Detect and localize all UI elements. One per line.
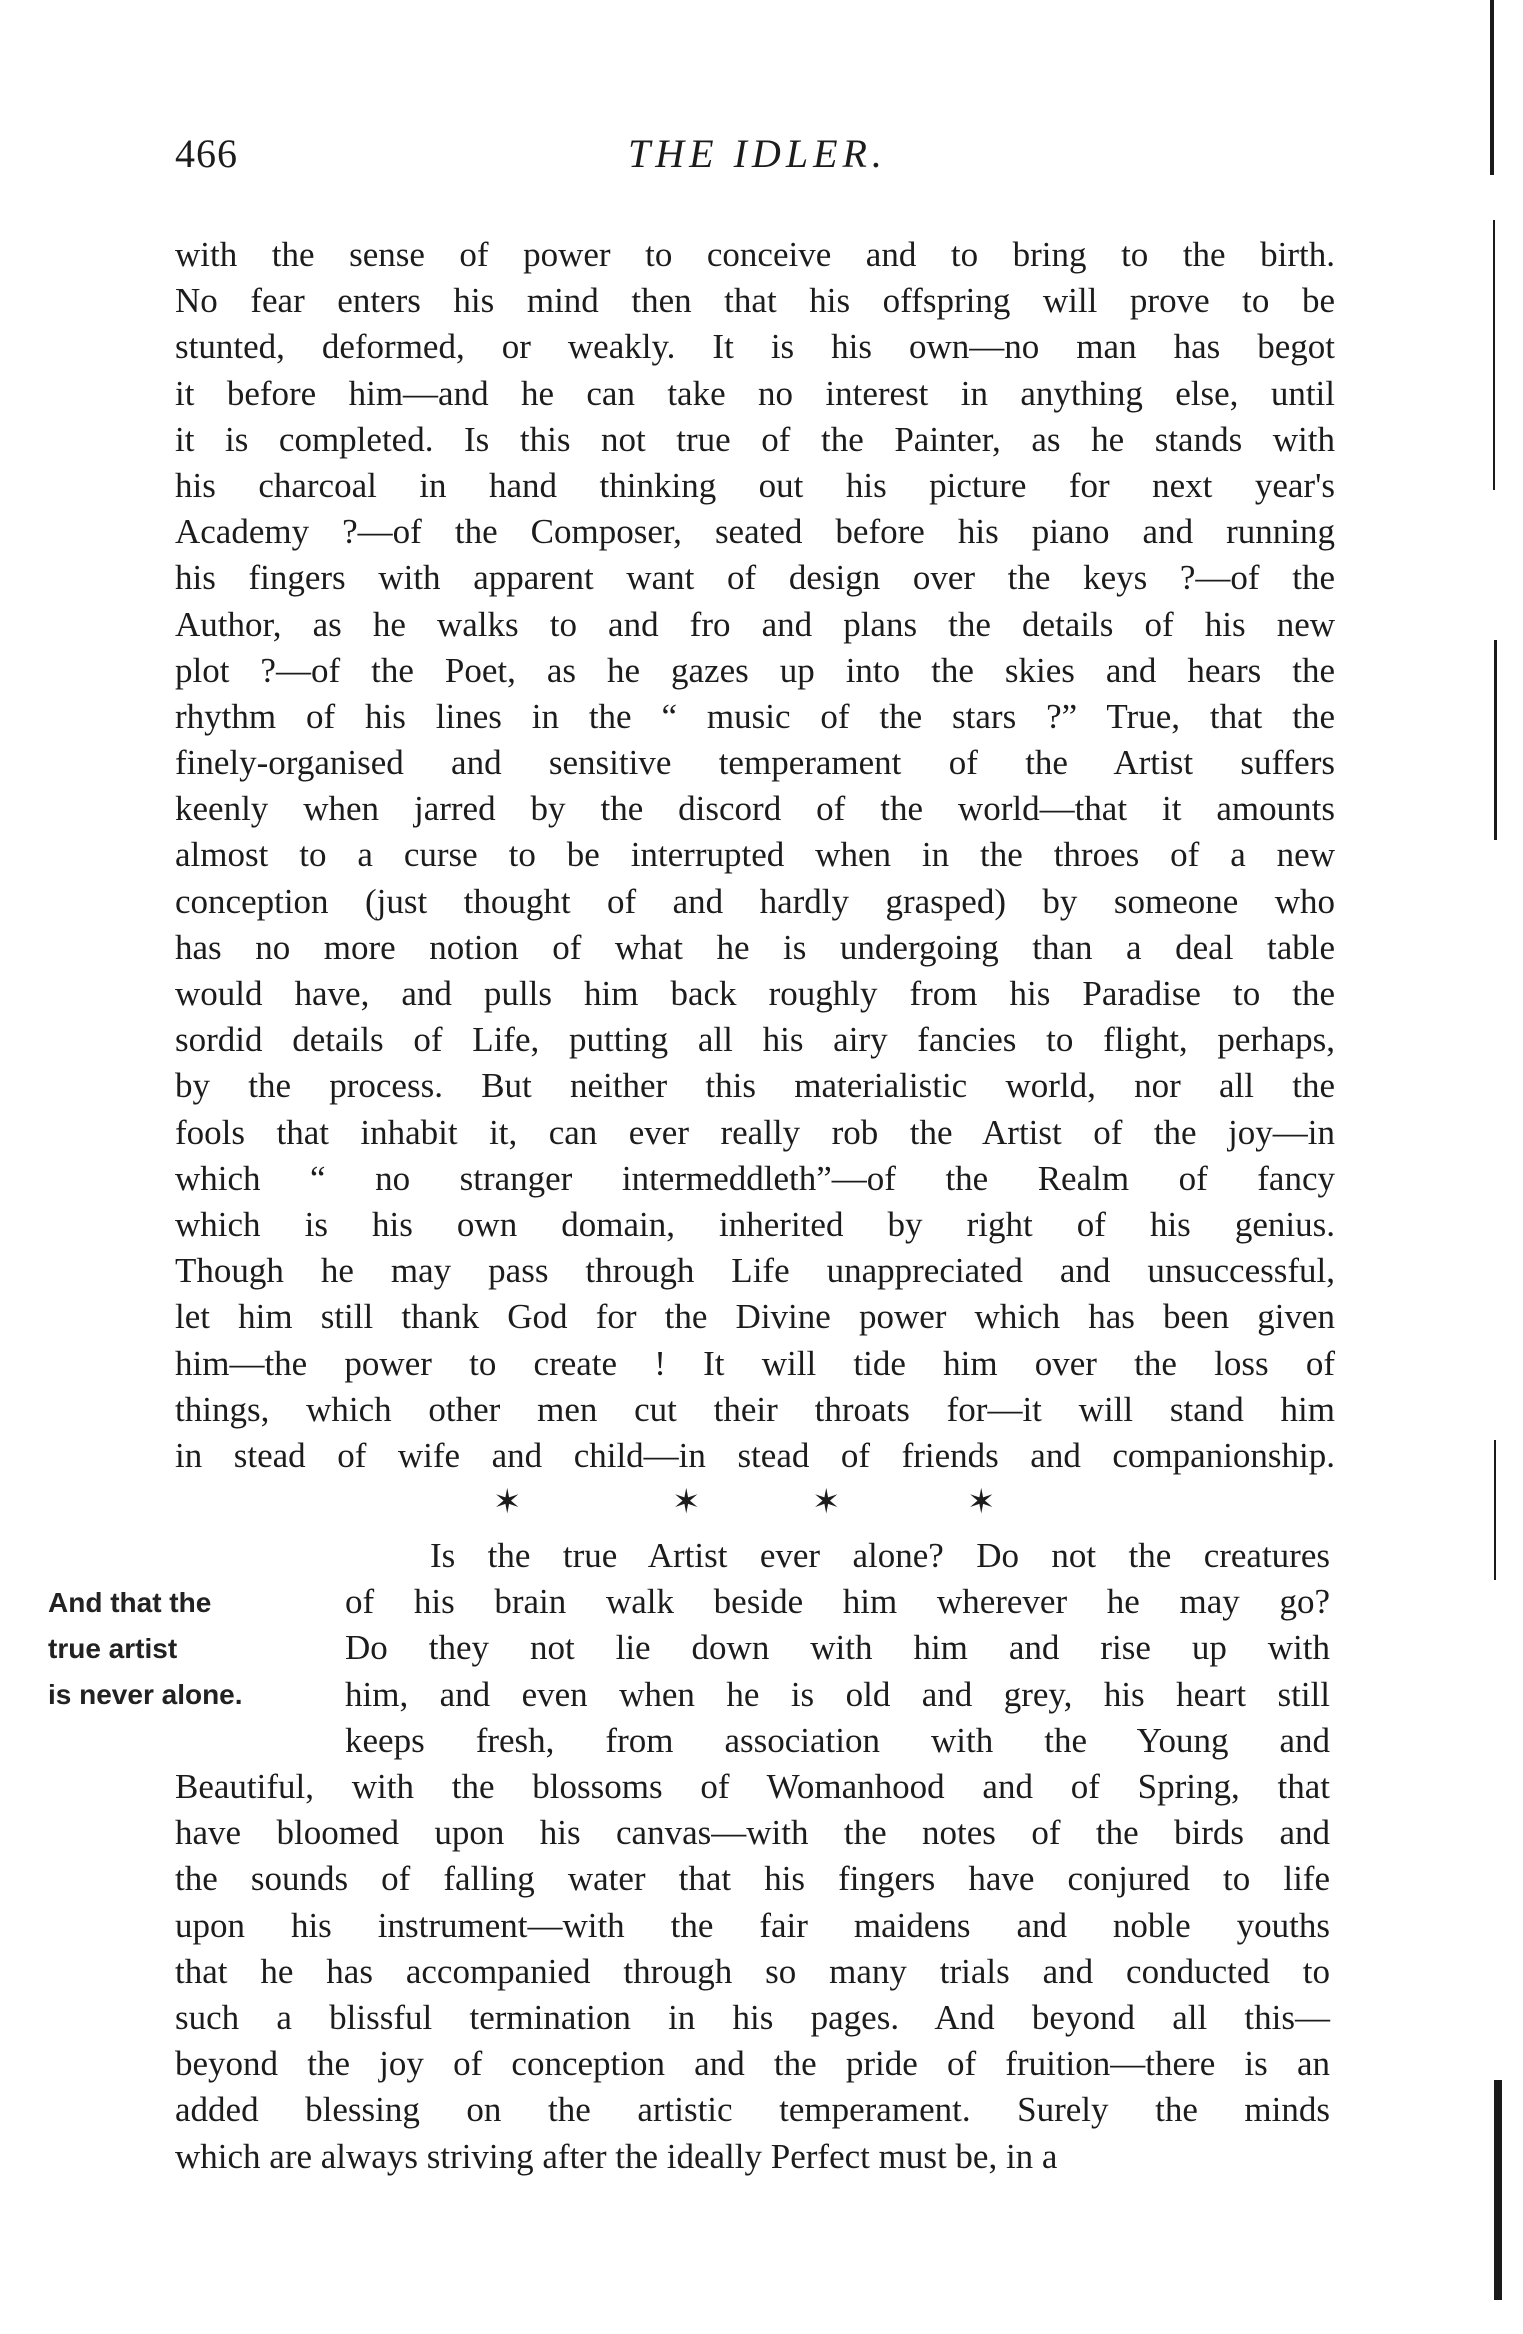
text-line: would have, and pulls him back roughly from his Paradise to the <box>175 974 1335 1013</box>
text-line: Though he may pass through Life unappreciated and unsuccessful, <box>175 1251 1335 1291</box>
sidenote-line: true artist <box>48 1633 178 1665</box>
text-line: things, which other men cut their throats for—it will stand him <box>175 1389 1335 1429</box>
asterisk-icon: ✶ <box>812 1482 841 1522</box>
text-line: such a blissful termination in his pages. And beyond all this— <box>175 1997 1330 2037</box>
text-line: which are always striving after the ideally Perfect must be, in a <box>175 2136 1058 2176</box>
text-line: conception (just thought of and hardly grasped) by someone who <box>175 881 1335 921</box>
text-line: sordid details of Life, putting all his airy fancies to flight, perhaps, <box>175 1020 1335 1060</box>
text-line: him, and even when he is old and grey, his heart still <box>345 1674 1330 1714</box>
sidenote-line: And that the <box>48 1587 212 1618</box>
paragraph-1 <box>175 232 1335 1479</box>
text-line: keeps fresh, from association with the Young and <box>345 1720 1330 1760</box>
text-line: beyond the joy of conception and the pride of fruition—there is an <box>175 2044 1330 2084</box>
text-line: Do they not lie down with him and rise up with <box>345 1628 1330 1668</box>
asterisk-icon: ✶ <box>672 1482 701 1522</box>
paragraph-2 <box>175 1764 1330 2180</box>
page-number: 466 <box>175 131 238 176</box>
text-line: let him still thank God for the Divine power which has been given <box>175 1297 1335 1337</box>
text-line: that he has accompanied through so many trials and conducted to <box>175 1951 1330 1991</box>
text-line: his charcoal in hand thinking out his picture for next year's <box>175 465 1335 505</box>
text-line: upon his instrument—with the fair maidens and noble youths <box>175 1905 1330 1945</box>
text-line: with the sense of power to conceive and to bring to the birth. <box>175 235 1335 274</box>
text-line: fools that inhabit it, can ever really rob the Artist of the joy—in <box>175 1112 1335 1152</box>
paragraph-2-indented <box>345 1533 1330 1764</box>
text-line: it is completed. Is this not true of the Painter, as he stands with <box>175 419 1335 459</box>
text-line: rhythm of his lines in the “ music of the stars ?” True, that the <box>175 696 1335 736</box>
text-line: which “ no stranger intermeddleth”—of the Realm of fancy <box>175 1158 1335 1198</box>
text-line: which is his own domain, inherited by right of his genius. <box>175 1204 1335 1244</box>
text-line: the sounds of falling water that his fingers have conjured to life <box>175 1859 1330 1899</box>
page-edge-shadow <box>1494 640 1497 840</box>
page-edge-shadow <box>1493 220 1495 490</box>
asterisk-icon: ✶ <box>967 1482 996 1522</box>
text-line: No fear enters his mind then that his offspring will prove to be <box>175 281 1335 321</box>
sidenote-line: is never alone. <box>48 1679 243 1711</box>
text-line: Beautiful, with the blossoms of Womanhood and of Spring, that <box>175 1767 1330 1806</box>
text-line: Author, as he walks to and fro and plans the details of his new <box>175 604 1335 644</box>
text-line: have bloomed upon his canvas—with the notes of the birds and <box>175 1813 1330 1853</box>
text-line: keenly when jarred by the discord of the world—that it amounts <box>175 789 1335 829</box>
text-line: finely-organised and sensitive temperament of the Artist suffers <box>175 743 1335 783</box>
text-line: plot ?—of the Poet, as he gazes up into the skies and hears the <box>175 650 1335 690</box>
text-line: in stead of wife and child—in stead of friends and companionship. <box>175 1435 1335 1475</box>
text-line: added blessing on the artistic temperament. Surely the minds <box>175 2090 1330 2130</box>
margin-sidenote <box>48 1580 348 1719</box>
text-line: of his brain walk beside him wherever he may go? <box>345 1582 1330 1622</box>
text-line: it before him—and he can take no interest in anything else, until <box>175 373 1335 413</box>
section-break <box>175 1482 1335 1522</box>
page-header <box>175 130 1340 190</box>
text-line: almost to a curse to be interrupted when in the throes of a new <box>175 835 1335 875</box>
text-line: by the process. But neither this materialistic world, nor all the <box>175 1066 1335 1106</box>
running-title: THE IDLER. <box>628 131 887 176</box>
asterisk-icon: ✶ <box>493 1482 522 1522</box>
page-edge-shadow <box>1490 0 1494 175</box>
text-line: stunted, deformed, or weakly. It is his own—no man has begot <box>175 327 1335 367</box>
text-line: his fingers with apparent want of design over the keys ?—of the <box>175 558 1335 598</box>
text-line: Academy ?—of the Composer, seated before his piano and running <box>175 512 1335 552</box>
text-line: has no more notion of what he is undergoing than a deal table <box>175 927 1335 967</box>
text-line: him—the power to create ! It will tide him over the loss of <box>175 1343 1335 1383</box>
text-line: Is the true Artist ever alone? Do not the creatures <box>430 1536 1330 1575</box>
page-edge-shadow <box>1494 2080 1502 2300</box>
page-edge-shadow <box>1494 1440 1496 1580</box>
